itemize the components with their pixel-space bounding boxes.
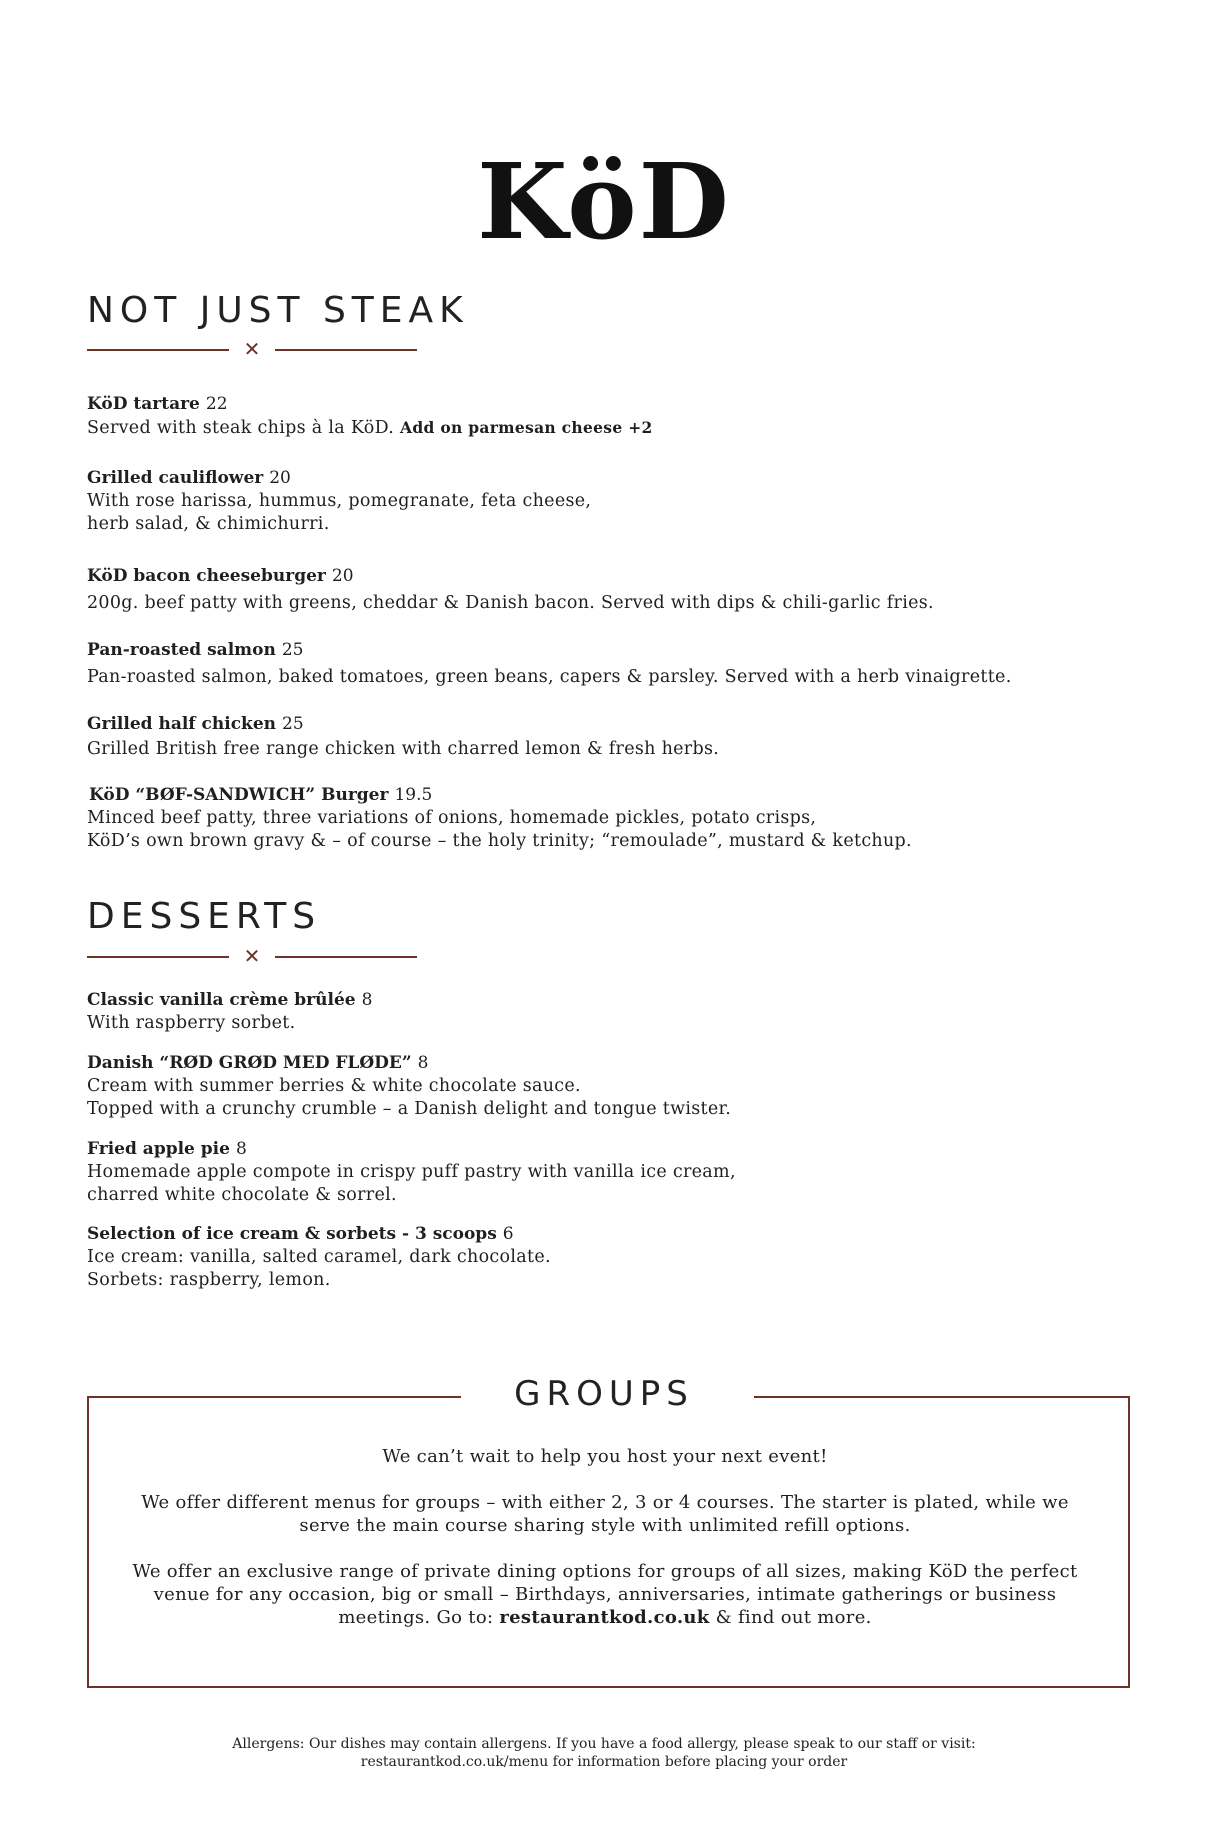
item-description: With raspberry sorbet. [87, 1013, 296, 1033]
item-name: Danish “RØD GRØD MED FLØDE” [87, 1053, 412, 1073]
item-addon: Add on parmesan cheese +2 [400, 418, 653, 437]
website-link[interactable]: restaurantkod.co.uk [499, 1607, 710, 1628]
item-name: Fried apple pie [87, 1139, 230, 1159]
cross-icon: ✕ [243, 944, 261, 968]
section-divider [87, 337, 417, 361]
section-title-desserts: DESSERTS [87, 896, 322, 937]
groups-intro: We can’t wait to help you host your next event! [382, 1446, 828, 1467]
item-name: Selection of ice cream & sorbets - 3 scoops [87, 1224, 497, 1244]
item-price: 8 [361, 990, 373, 1010]
item-name: Classic vanilla crème brûlée [87, 990, 356, 1010]
item-description: charred white chocolate & sorrel. [87, 1185, 397, 1205]
menu-item [87, 712, 1137, 761]
item-name: Pan-roasted salmon [87, 640, 276, 660]
item-price: 6 [502, 1224, 514, 1244]
item-description: Minced beef patty, three variations of onions, homemade pickles, potato crisps, [87, 808, 817, 828]
allergens-line-1: Allergens: Our dishes may contain allergens. If you have a food allergy, please speak to our staff or visit: [232, 1736, 976, 1752]
item-description: herb salad, & chimichurri. [87, 514, 330, 534]
item-price: 8 [417, 1053, 429, 1073]
item-description: Sorbets: raspberry, lemon. [87, 1270, 331, 1290]
item-price: 25 [282, 714, 304, 734]
item-description: Ice cream: vanilla, salted caramel, dark chocolate. [87, 1247, 551, 1267]
item-name: Grilled cauliflower [87, 468, 264, 488]
item-description: Served with steak chips à la KöD. [87, 418, 395, 438]
cross-icon: ✕ [243, 337, 261, 361]
groups-menus-text: We offer different menus for groups – with either 2, 3 or 4 courses. The starter is plated, while we serve the main course sharing style with unlimited refill options. [141, 1492, 1069, 1536]
groups-private-dining-end: & find out more. [715, 1607, 872, 1628]
menu-item [87, 988, 1137, 1035]
groups-private-dining-body: We offer an exclusive range of private dining options for groups of all sizes, making KöD the perfect venue for any occasion, big or small – Birthdays, anniversaries, intimate gatherings or business meetings. Go to: [132, 1561, 1078, 1628]
logo: KöD [477, 140, 731, 263]
item-name: KöD bacon cheeseburger [87, 566, 326, 586]
groups-box [87, 1396, 1130, 1688]
item-description: KöD’s own brown gravy & – of course – the holy trinity; “remoulade”, mustard & ketchup. [87, 831, 912, 851]
item-price: 19.5 [394, 785, 433, 805]
item-name: KöD “BØF-SANDWICH” Burger [89, 785, 389, 805]
menu-item [87, 1137, 1137, 1207]
item-price: 8 [235, 1139, 247, 1159]
item-description: Pan-roasted salmon, baked tomatoes, green beans, capers & parsley. Served with a herb vinaigrette. [87, 667, 1012, 687]
menu-item [87, 1051, 1137, 1121]
groups-private-dining-text [120, 1560, 1090, 1629]
menu-item [87, 638, 1137, 689]
item-name: Grilled half chicken [87, 714, 277, 734]
item-price: 20 [269, 468, 291, 488]
groups-title: GROUPS [514, 1374, 694, 1414]
section-title-mains: NOT JUST STEAK [87, 290, 469, 331]
item-price: 25 [281, 640, 304, 660]
item-description: With rose harissa, hummus, pomegranate, feta cheese, [87, 491, 592, 511]
section-divider [87, 944, 417, 968]
menu-item [87, 466, 1137, 536]
menu-item [87, 392, 1137, 440]
menu-item [89, 783, 1139, 853]
menu-item [87, 564, 1137, 615]
item-name: KöD tartare [87, 394, 200, 414]
allergens-note [0, 1735, 1208, 1771]
item-description: 200g. beef patty with greens, cheddar & Danish bacon. Served with dips & chili-garlic fries. [87, 593, 934, 613]
item-price: 20 [331, 566, 354, 586]
item-description: Cream with summer berries & white chocolate sauce. [87, 1076, 581, 1096]
item-price: 22 [205, 394, 228, 414]
menu-item [87, 1222, 1137, 1292]
item-description: Grilled British free range chicken with charred lemon & fresh herbs. [87, 739, 720, 759]
item-description: Homemade apple compote in crispy puff pastry with vanilla ice cream, [87, 1162, 736, 1182]
allergens-line-2: restaurantkod.co.uk/menu for information before placing your order [360, 1754, 848, 1770]
item-description: Topped with a crunchy crumble – a Danish delight and tongue twister. [87, 1099, 732, 1119]
